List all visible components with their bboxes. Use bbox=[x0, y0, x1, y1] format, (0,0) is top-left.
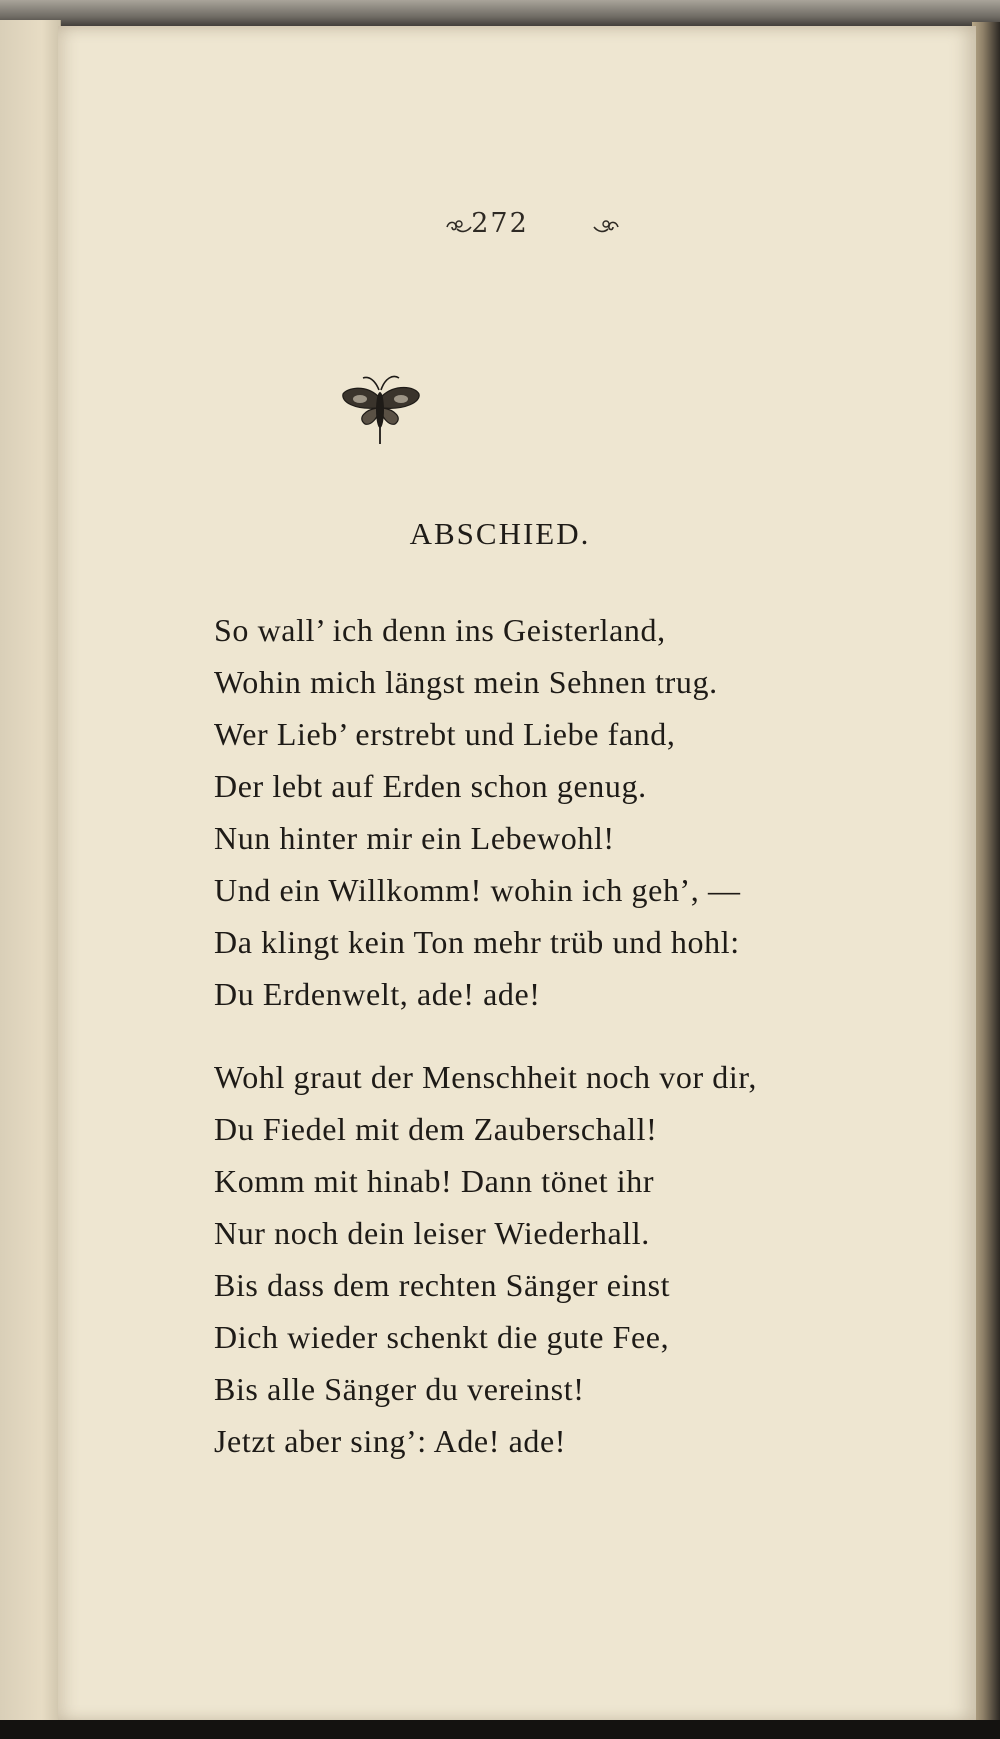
swirl-flourish-icon bbox=[592, 217, 620, 235]
scan-bottom-edge bbox=[0, 1720, 1000, 1739]
poem-title: ABSCHIED. bbox=[409, 516, 591, 551]
stanza-2 bbox=[214, 1051, 757, 1467]
verse-line: Wer Lieb’ erstrebt und Liebe fand, bbox=[214, 716, 676, 752]
verse-line: Du Fiedel mit dem Zauberschall! bbox=[214, 1111, 658, 1147]
verse-line: So wall’ ich denn ins Geisterland, bbox=[214, 612, 666, 648]
verse-line: Bis dass dem rechten Sänger einst bbox=[214, 1267, 671, 1303]
page-number: 272 bbox=[471, 208, 529, 239]
verse-line: Nun hinter mir ein Lebewohl! bbox=[214, 820, 615, 856]
moth-vignette-icon bbox=[335, 362, 425, 452]
stanza-1 bbox=[214, 604, 741, 1020]
verse-line: Dich wieder schenkt die gute Fee, bbox=[214, 1319, 670, 1355]
verse-line: Komm mit hinab! Dann tönet ihr bbox=[214, 1163, 655, 1199]
verse-line: Bis alle Sänger du vereinst! bbox=[214, 1371, 585, 1407]
verse-line: Du Erdenwelt, ade! ade! bbox=[214, 976, 541, 1012]
verse-line: Und ein Willkomm! wohin ich geh’, — bbox=[214, 872, 741, 908]
verse-line: Wohl graut der Menschheit noch vor dir, bbox=[214, 1059, 757, 1095]
verse-line: Nur noch dein leiser Wiederhall. bbox=[214, 1215, 650, 1251]
verse-line: Der lebt auf Erden schon genug. bbox=[214, 768, 647, 804]
verse-line: Wohin mich längst mein Sehnen trug. bbox=[214, 664, 718, 700]
book-cover-top-edge bbox=[0, 0, 1000, 28]
book-cover-right-edge bbox=[972, 22, 1000, 1722]
verse-line: Jetzt aber sing’: Ade! ade! bbox=[214, 1423, 567, 1459]
facing-page-edge bbox=[0, 20, 61, 1720]
verse-line: Da klingt kein Ton mehr trüb und hohl: bbox=[214, 924, 740, 960]
